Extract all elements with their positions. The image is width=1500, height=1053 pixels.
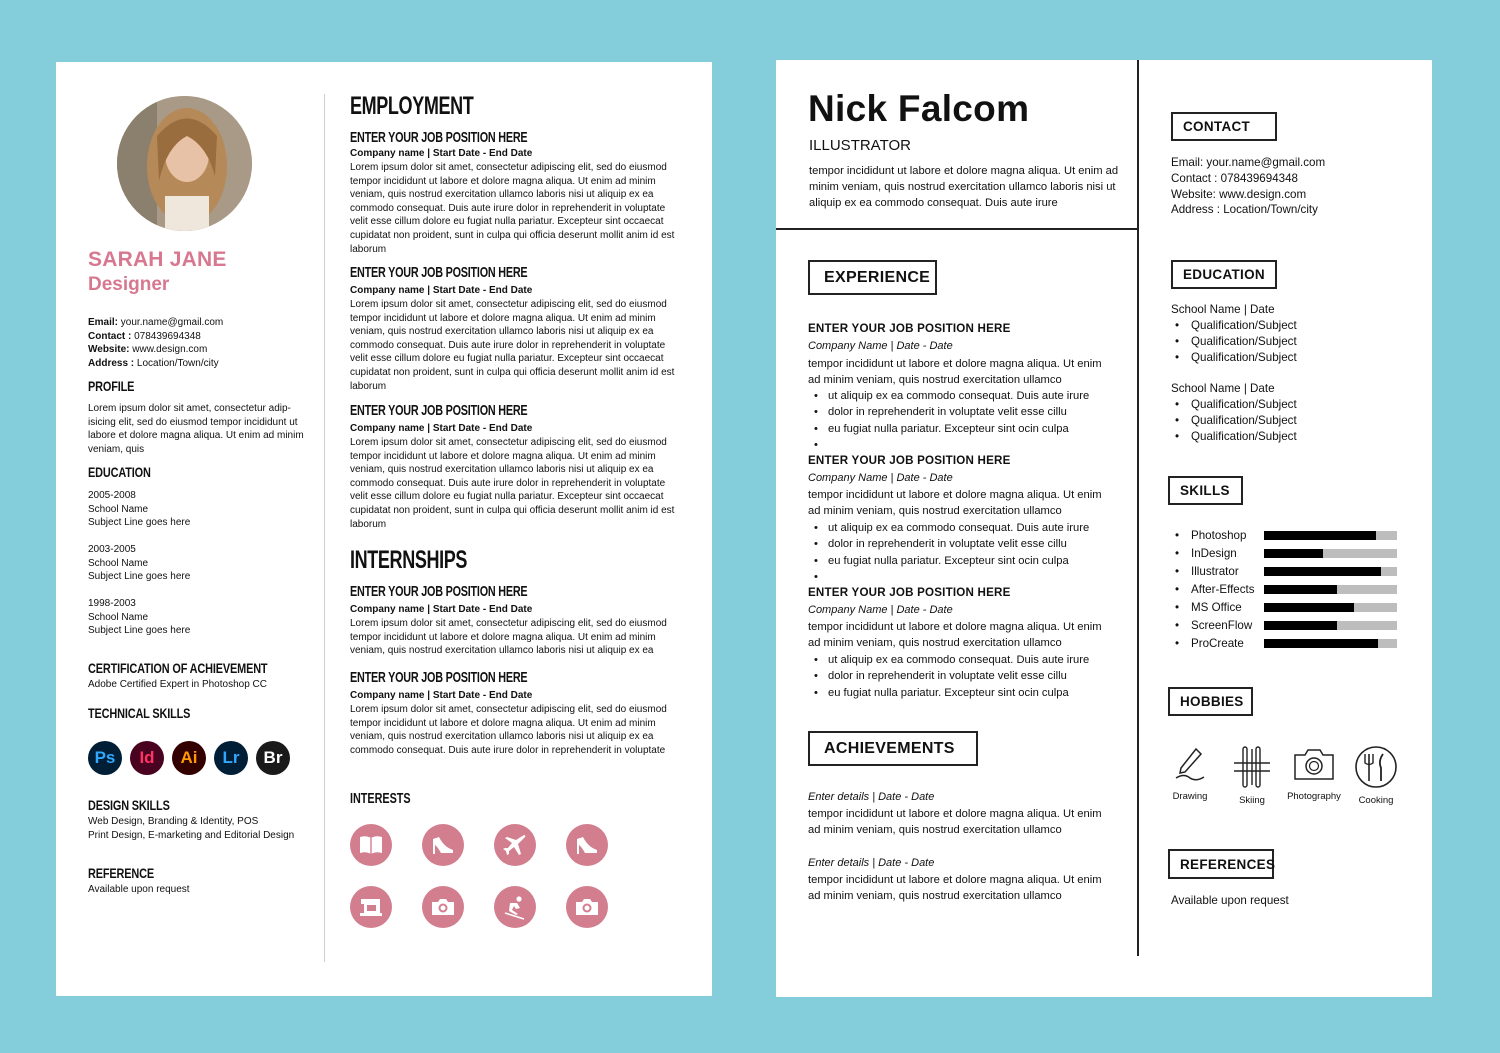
- achievements-heading: ACHIEVEMENTS: [808, 731, 978, 766]
- phone-value: 078439694348: [134, 330, 201, 342]
- education-school: School Name | Date: [1171, 382, 1275, 395]
- contact-lines: [1171, 155, 1325, 218]
- skill-name: • ScreenFlow: [1175, 619, 1264, 632]
- job-bullet: • dolor in reprehenderit in voluptate velit esse cillu: [814, 536, 1089, 552]
- bridge-icon: Br: [256, 741, 290, 775]
- job-company: Company name | Start Date - End Date: [350, 148, 533, 159]
- skill-level-bar: [1264, 567, 1397, 576]
- column-divider: [324, 94, 325, 962]
- hobbies-heading: HOBBIES: [1168, 687, 1253, 716]
- resume-page-nick: [776, 60, 1432, 997]
- job-bullet: • eu fugiat nulla pariatur. Excepteur sint ocin culpa: [814, 553, 1089, 569]
- indesign-icon: Id: [130, 741, 164, 775]
- skill-row: [1175, 634, 1401, 652]
- job-meta: Company Name | Date - Date: [808, 604, 953, 616]
- interests-heading: INTERESTS: [350, 790, 411, 807]
- skill-name: • MS Office: [1175, 601, 1264, 614]
- references-heading: REFERENCES: [1168, 849, 1274, 879]
- camera-icon: [566, 886, 608, 928]
- app-icons: [88, 741, 290, 775]
- internships-heading: INTERNSHIPS: [350, 546, 468, 574]
- website-label: Website:: [88, 344, 130, 356]
- address-label: Address :: [88, 357, 135, 369]
- skiing-icon: [1230, 745, 1274, 789]
- education-heading: EDUCATION: [1171, 260, 1277, 289]
- address-value: Location/Town/city: [136, 357, 219, 369]
- skill-name: • ProCreate: [1175, 637, 1264, 650]
- skill-row: [1175, 562, 1401, 580]
- reference-heading: REFERENCE: [88, 865, 154, 881]
- job-bullet: • dolor in reprehenderit in voluptate velit esse cillu: [814, 404, 1089, 420]
- job-description: Lorem ipsum dolor sit amet, consectetur adipiscing elit, sed do eiusmod tempor incididunt ut labore et dolore magna aliqua. Ut enim ad minim veniam, quis nostrud exercitation ullamco laboris nisi ut aliquip ex ea commodo consequat. Duis aute irure dolor in reprehenderit in voluptate velit esse cillum dolore eu fugiat nulla pariatur. Excepteur sint occaecat cupidatat non proident, sunt in culpa qui officia deserunt mollit anim id est laborum: [350, 299, 675, 392]
- skill-row: [1175, 616, 1401, 634]
- education-years: 2005-2008: [88, 490, 136, 501]
- skill-name: • Illustrator: [1175, 565, 1264, 578]
- skill-row: [1175, 544, 1401, 562]
- education-years: 2003-2005: [88, 544, 136, 555]
- job-meta: Company Name | Date - Date: [808, 340, 953, 352]
- job-description: tempor incididunt ut labore et dolore magna aliqua. Ut enim ad minim veniam, quis nostrud exercitation ullamco: [808, 358, 1102, 386]
- internship-description: Lorem ipsum dolor sit amet, consectetur adipiscing elit, sed do eiusmod tempor incididunt ut labore et dolore magna aliqua. Ut enim ad minim veniam, quis nostrud exercitation ullamco laboris nisi ut aliquip ex ea: [350, 618, 667, 657]
- education-school: School Name: [88, 557, 149, 569]
- education-entry: [88, 597, 190, 638]
- hobby-skiing: [1224, 745, 1280, 806]
- skill-level-bar: [1264, 585, 1397, 594]
- technical-skills-heading: TECHNICAL SKILLS: [88, 705, 191, 721]
- job-bullet: • ut aliquip ex ea commodo consequat. Duis aute irure: [814, 388, 1089, 404]
- skiing-icon: [494, 886, 536, 928]
- camera-icon: [422, 886, 464, 928]
- job-title: ENTER YOUR JOB POSITION HERE: [808, 586, 1011, 599]
- internship-company: Company name | Start Date - End Date: [350, 604, 533, 615]
- candidate-name: SARAH JANE: [88, 248, 227, 271]
- cooking-icon: [1354, 745, 1398, 789]
- skill-name: • Photoshop: [1175, 529, 1264, 542]
- resume-page-sarah: [56, 62, 712, 996]
- education-school: School Name: [88, 503, 149, 515]
- job-bullet: • ut aliquip ex ea commodo consequat. Duis aute irure: [814, 520, 1089, 536]
- column-divider: [1137, 60, 1139, 956]
- job-bullet: • ut aliquip ex ea commodo consequat. Duis aute irure: [814, 652, 1089, 668]
- education-item: • Qualification/Subject: [1175, 334, 1297, 350]
- profile-photo: [117, 96, 252, 231]
- job-title: ENTER YOUR JOB POSITION HERE: [808, 454, 1011, 467]
- job-title: ENTER YOUR JOB POSITION HERE: [808, 322, 1011, 335]
- experience-heading: EXPERIENCE: [808, 260, 937, 295]
- education-subject: Subject Line goes here: [88, 571, 191, 582]
- job-bullets: [814, 520, 1089, 585]
- email-value: your.name@gmail.com: [120, 317, 224, 328]
- hobby-photography: [1286, 745, 1342, 802]
- candidate-title: ILLUSTRATOR: [809, 137, 911, 154]
- hobby-label: Cooking: [1358, 795, 1394, 806]
- skill-level-fill: [1264, 585, 1337, 594]
- certification-heading: CERTIFICATION OF ACHIEVEMENT: [88, 660, 268, 676]
- skill-row: [1175, 598, 1401, 616]
- job-bullet: [814, 437, 1089, 453]
- education-item: • Qualification/Subject: [1175, 350, 1297, 366]
- job-description: tempor incididunt ut labore et dolore magna aliqua. Ut enim ad minim veniam, quis nostrud exercitation ullamco: [808, 489, 1102, 517]
- hobby-cooking: [1348, 745, 1404, 806]
- high-heel-icon: [566, 824, 608, 866]
- skill-level-fill: [1264, 549, 1323, 558]
- candidate-role: Designer: [88, 274, 170, 295]
- intro-text: tempor incididunt ut labore et dolore magna aliqua. Ut enim ad minim veniam, quis nostrud exercitation ullamco laboris nisi ut aliquip ex ea commodo consequat. Duis aute irure: [809, 165, 1119, 209]
- education-heading: EDUCATION: [88, 464, 151, 480]
- job-bullet: • eu fugiat nulla pariatur. Excepteur sint ocin culpa: [814, 421, 1089, 437]
- skill-level-bar: [1264, 639, 1397, 648]
- job-title: ENTER YOUR JOB POSITION HERE: [350, 264, 528, 281]
- skill-level-fill: [1264, 621, 1337, 630]
- skill-name: • After-Effects: [1175, 583, 1264, 596]
- hobby-label: Drawing: [1172, 791, 1208, 802]
- skill-name: • InDesign: [1175, 547, 1264, 560]
- skill-level-bar: [1264, 549, 1397, 558]
- contact-phone: Contact : 078439694348: [1171, 171, 1298, 185]
- job-company: Company name | Start Date - End Date: [350, 285, 533, 296]
- job-bullets: [814, 388, 1089, 453]
- education-item: • Qualification/Subject: [1175, 397, 1297, 413]
- internship-title: ENTER YOUR JOB POSITION HERE: [350, 669, 528, 686]
- education-years: 1998-2003: [88, 598, 136, 609]
- education-item: • Qualification/Subject: [1175, 429, 1297, 445]
- skill-level-fill: [1264, 567, 1381, 576]
- hobby-label: Skiing: [1239, 795, 1265, 806]
- certification-text: Adobe Certified Expert in Photoshop CC: [88, 679, 267, 690]
- design-skills-line: Print Design, E-marketing and Editorial Design: [88, 830, 295, 841]
- header-divider: [776, 228, 1137, 230]
- contact-block: [88, 316, 223, 370]
- achievement-text: tempor incididunt ut labore et dolore magna aliqua. Ut enim ad minim veniam, quis nostrud exercitation ullamco: [808, 874, 1102, 902]
- design-skills-heading: DESIGN SKILLS: [88, 797, 170, 813]
- reference-text: Available upon request: [88, 884, 190, 895]
- skill-level-fill: [1264, 603, 1354, 612]
- skill-row: [1175, 580, 1401, 598]
- job-bullet: [814, 569, 1089, 585]
- skill-level-fill: [1264, 531, 1376, 540]
- skill-row: [1175, 526, 1401, 544]
- interests-grid: [350, 824, 620, 928]
- education-items: [1175, 397, 1297, 444]
- airplane-icon: [494, 824, 536, 866]
- education-entry: [88, 543, 190, 584]
- employment-heading: EMPLOYMENT: [350, 92, 474, 120]
- phone-label: Contact :: [88, 330, 132, 342]
- job-bullets: [814, 652, 1089, 701]
- education-entry: [88, 489, 190, 530]
- education-subject: Subject Line goes here: [88, 517, 191, 528]
- job-description: Lorem ipsum dolor sit amet, consectetur adipiscing elit, sed do eiusmod tempor incididunt ut labore et dolore magna aliqua. Ut enim ad minim veniam, quis nostrud exercitation ullamco laboris nisi ut aliquip ex ea commodo consequat. Duis aute irure dolor in reprehenderit in voluptate velit esse cillum dolore eu fugiat nulla pariatur. Excepteur sint occaecat cupidatat non proident, sunt in culpa qui officia deserunt mollit anim id est laborum: [350, 437, 675, 530]
- education-subject: Subject Line goes here: [88, 625, 191, 636]
- job-title: ENTER YOUR JOB POSITION HERE: [350, 129, 528, 146]
- job-company: Company name | Start Date - End Date: [350, 423, 533, 434]
- education-item: • Qualification/Subject: [1175, 413, 1297, 429]
- job-bullet: • eu fugiat nulla pariatur. Excepteur sint ocin culpa: [814, 685, 1089, 701]
- contact-email: Email: your.name@gmail.com: [1171, 156, 1326, 169]
- education-items: [1175, 318, 1297, 365]
- job-description: Lorem ipsum dolor sit amet, consectetur adipiscing elit, sed do eiusmod tempor incididunt ut labore et dolore magna aliqua. Ut enim ad minim veniam, quis nostrud exercitation ullamco laboris nisi ut aliquip ex ea commodo consequat. Duis aute irure dolor in reprehenderit in voluptate velit esse cillum dolore eu fugiat nulla pariatur. Excepteur sint occaecat cupidatat non proident, sunt in culpa qui officia deserunt mollit anim id est laborum: [350, 162, 675, 255]
- education-item: • Qualification/Subject: [1175, 318, 1297, 334]
- job-bullet: • dolor in reprehenderit in voluptate velit esse cillu: [814, 668, 1089, 684]
- contact-heading: CONTACT: [1171, 112, 1277, 141]
- achievement-text: tempor incididunt ut labore et dolore magna aliqua. Ut enim ad minim veniam, quis nostrud exercitation ullamco: [808, 808, 1102, 836]
- skill-level-fill: [1264, 639, 1378, 648]
- education-school: School Name: [88, 611, 149, 623]
- contact-address: Address : Location/Town/city: [1171, 203, 1318, 217]
- photoshop-icon: Ps: [88, 741, 122, 775]
- skill-level-bar: [1264, 603, 1397, 612]
- illustrator-icon: Ai: [172, 741, 206, 775]
- sewing-machine-icon: [350, 886, 392, 928]
- high-heel-icon: [422, 824, 464, 866]
- references-text: Available upon request: [1171, 894, 1289, 907]
- job-title: ENTER YOUR JOB POSITION HERE: [350, 402, 528, 419]
- internship-company: Company name | Start Date - End Date: [350, 690, 533, 701]
- skill-level-bar: [1264, 621, 1397, 630]
- education-school: School Name | Date: [1171, 303, 1275, 316]
- book-icon: [350, 824, 392, 866]
- design-skills-line: Web Design, Branding & Identity, POS: [88, 816, 259, 827]
- lightroom-icon: Lr: [214, 741, 248, 775]
- skills-heading: SKILLS: [1168, 476, 1243, 505]
- profile-heading: PROFILE: [88, 378, 135, 394]
- candidate-name: Nick Falcom: [808, 88, 1030, 129]
- hobby-drawing: [1162, 745, 1218, 802]
- website-value: www.design.com: [132, 344, 208, 356]
- achievement-meta: Enter details | Date - Date: [808, 791, 935, 803]
- camera-icon: [1292, 745, 1336, 785]
- internship-title: ENTER YOUR JOB POSITION HERE: [350, 583, 528, 600]
- job-meta: Company Name | Date - Date: [808, 472, 953, 484]
- skill-level-bar: [1264, 531, 1397, 540]
- contact-website: Website: www.design.com: [1171, 187, 1307, 201]
- drawing-icon: [1170, 745, 1210, 785]
- job-description: tempor incididunt ut labore et dolore magna aliqua. Ut enim ad minim veniam, quis nostrud exercitation ullamco: [808, 621, 1102, 649]
- email-label: Email:: [88, 317, 119, 328]
- achievement-meta: Enter details | Date - Date: [808, 857, 935, 869]
- hobby-label: Photography: [1287, 791, 1341, 802]
- profile-text: Lorem ipsum dolor sit amet, consectetur adip-isicing elit, sed do eiusmod tempor incididunt ut labore et dolore magna aliqua. Ut enim ad minim veniam, quis: [88, 403, 304, 455]
- internship-description: Lorem ipsum dolor sit amet, consectetur adipiscing elit, sed do eiusmod tempor incididunt ut labore et dolore magna aliqua. Ut enim ad minim veniam, quis nostrud exercitation ullamco laboris nisi ut aliquip ex ea commodo consequat. Duis aute irure dolor in reprehenderit in voluptate: [350, 704, 667, 756]
